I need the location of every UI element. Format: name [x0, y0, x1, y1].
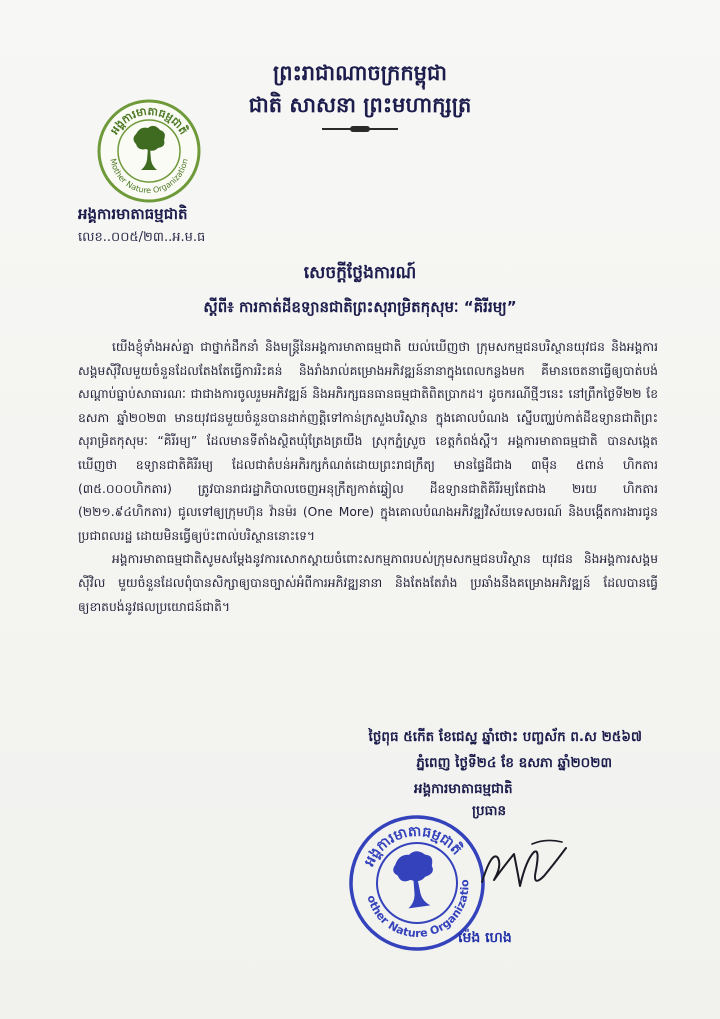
handwritten-signature [474, 830, 574, 898]
header-ornament [322, 128, 398, 130]
body-paragraph: អង្គការមាតាធម្មជាតិសូមសម្ដែងនូវការសោកស្ដាយចំពោះសកម្មភាពរបស់ក្រុមសកម្មជនបរិស្ថាន យុវជន និងអង្គការសង្គមស៊ីវិល មួយចំនួនដែលពុំបានសិក្សាឲ្យបានច្បាស់អំពីការអភិវឌ្ឍនានា និងតែងតែរាំង ប្រឆាំងនឹងគម្រោងអភិវឌ្ឍន៍ ដែលបានធ្វើឲ្យខាតបង់នូវផលប្រយោជន៍ជាតិ។ [78, 552, 658, 614]
stamp-ring-text-top: អង្គការមាតាធម្មជាតិ [361, 823, 465, 869]
tree-icon [391, 849, 438, 910]
national-motto-line2: ជាតិ សាសនា ព្រះមហាក្សត្រ [248, 92, 472, 117]
body-paragraph: យើងខ្ញុំទាំងអស់គ្នា ជាថ្នាក់ដឹកនាំ និងមន្ត្រីនៃអង្គការមាតាធម្មជាតិ យល់ឃើញថា ក្រុមសកម្មជនបរិស្ថានយុវជន និងអង្គការសង្គមស៊ីវិលមួយចំនួនដែលតែងតែធ្វើការរិះគន់ និងរាំងរាល់គម្រោងអភិវឌ្ឍន៍នានាក្នុងពេលកន្លងមក គឺមានចេតនាធ្វើឲ្យបាត់បង់សណ្ដាប់ធ្នាប់សាធារណៈ ជាជាងការចូលរួមអភិវឌ្ឍន៍ និងអភិរក្សធនធានធម្មជាតិពិតប្រាកដ។ ដូចករណីថ្មីៗនេះ នៅព្រឹកថ្ងៃទី២២ ខែឧសភា ឆ្នាំ២០២៣ មានយុវជនមួយចំនួនបានដាក់ញត្តិទៅកាន់ក្រសួងបរិស្ថាន ក្នុងគោលបំណង ស្នើបញ្ឈប់កាត់ដីឧទ្យានជាតិព្រះសុរាម្រិតកុសុមៈ “គិរីរម្យ” ដែលមានទីតាំងស្ថិតឃុំត្រែងត្រយឹង ស្រុកភ្នំស្រួច ខេត្តកំពង់ស្ពឺ។ អង្គការមាតាធម្មជាតិ បានសង្កេតឃើញថា ឧទ្យានជាតិគិរីរម្យ ដែលជាតំបន់អភិរក្សកំណត់ដោយព្រះរាជក្រឹត្យ មានផ្ទៃដីជាង ៣ម៉ឺន ៥ពាន់ ហិកតារ (៣៥.០០០ហិកតារ) ត្រូវបានរាជរដ្ឋាភិបាលចេញអនុក្រឹត្យកាត់ឆ្វៀល ដីឧទ្យានជាតិគិរីរម្យតែជាង ២រយ ហិកតារ (២២១.៩៤ហិកតារ) ជូលទៅឲ្យក្រុមហ៊ុន វ៉ានម៉រ (One More) ក្នុងគោលបំណងអភិវឌ្ឍវិស័យទេសចរណ៍ និងបង្កើតការងារជូនប្រជាពលរដ្ឋ ដោយមិនធ្វើឲ្យប៉ះពាល់បរិស្ថាននោះទេ។ [78, 340, 658, 543]
national-motto-line1: ព្រះរាជាណាចក្រកម្ពុជា [272, 60, 447, 85]
reference-number: លេខ..០០៥/២៣..អ.ម.ធ [78, 230, 206, 245]
letter-body [78, 336, 658, 619]
signer-org: អង្គការមាតាធម្មជាតិ [414, 781, 513, 797]
org-logo [96, 98, 202, 204]
org-name: អង្គការមាតាធម្មជាតិ [78, 205, 188, 223]
lunar-date: ថ្ងៃពុធ ៥កើត ខែជេស្ឋ ឆ្នាំថោះ បញ្ចស័ក ព.ស ២៥៦៧ [368, 729, 642, 745]
signer-name: ម៉េង ហេង [458, 930, 512, 946]
logo-ring-text-bottom: Mother Nature Organization [108, 157, 190, 196]
stamp-ring-text-bottom: Mother Nature Organization [364, 878, 472, 941]
signer-role: ប្រធាន [472, 803, 507, 819]
logo-ring-text-top: អង្គការមាតាធម្មជាតិ [107, 104, 191, 137]
document-subject: ស្ដីពី៖ ការកាត់ដីឧទ្យានជាតិព្រះសុរាម្រិតកុសុមៈ “គិរីរម្យ” [203, 298, 517, 316]
document-title: សេចក្ដីថ្លែងការណ៍ [303, 263, 417, 283]
solar-date: ភ្នំពេញ ថ្ងៃទី២៤ ខែ ឧសភា ឆ្នាំ២០២៣ [416, 755, 612, 771]
